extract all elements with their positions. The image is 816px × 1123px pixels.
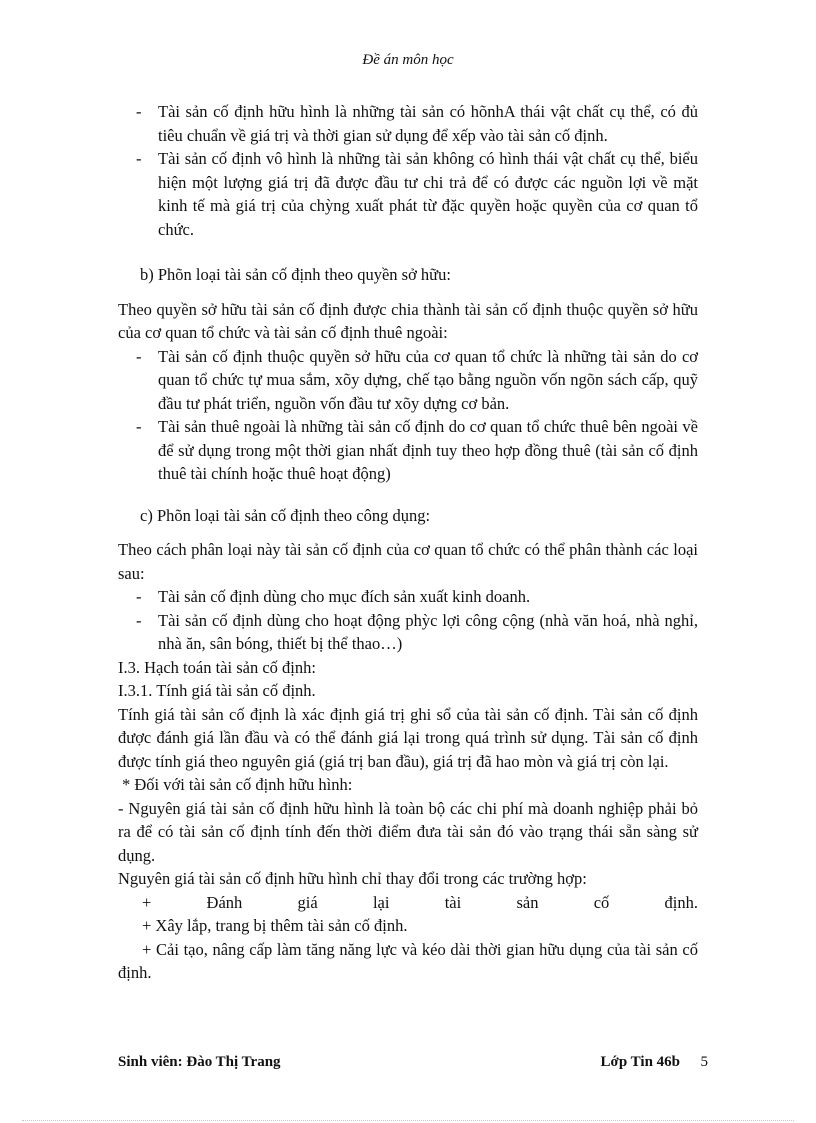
page-bottom-divider xyxy=(22,1120,794,1121)
section-i3-heading: I.3. Hạch toán tài sản cố định: xyxy=(118,657,316,677)
section-c-heading: c) Phõn loại tài sản cố định theo công dụng: xyxy=(140,505,431,525)
page-footer xyxy=(118,1054,708,1074)
list-item: - Tài sản thuê ngoài là những tài sản cố định do cơ quan tổ chức thuê bên ngoài về để sử dụng trong một thời gian nhất định tuy theo hợp đồng thuê (tài sản cố định thuê tài chính hoặc thuê hoạt động) xyxy=(118,415,698,486)
section-i31-heading: I.3.1. Tính giá tài sản cố định. xyxy=(118,681,316,700)
section-b-list xyxy=(118,345,698,486)
list-item: - Tài sản cố định dùng cho hoạt động phỳc lợi công cộng (nhà văn hoá, nhà nghỉ, nhà ăn, sân bóng, thiết bị thể thao…) xyxy=(118,609,698,656)
page-content xyxy=(118,100,698,985)
list-item: - Tài sản cố định hữu hình là những tài sản có hõnhA thái vật chất cụ thể, có đủ tiêu chuẩn về giá trị và thời gian sử dụng để xếp vào tài sản cố định. xyxy=(118,100,698,147)
section-c-intro: Theo cách phân loại này tài sản cố định của cơ quan tổ chức có thể phân thành các loại sau: xyxy=(118,540,698,583)
list-item: - Tài sản cố định dùng cho mục đích sản xuất kinh doanh. xyxy=(118,585,698,609)
paragraph: - Nguyên giá tài sản cố định hữu hình là toàn bộ các chi phí mà doanh nghiệp phải bỏ ra để có tài sản cố định tính đến thời điểm đưa tài sản đó vào trạng thái sẵn sàng sử dụng. xyxy=(118,798,698,865)
page-header: Đề án môn học xyxy=(362,52,454,68)
list-item: - Tài sản cố định thuộc quyền sở hữu của cơ quan tổ chức là những tài sản do cơ quan tổ chức tự mua sắm, xõy dựng, chế tạo bằng nguồn vốn ngõn sách cấp, quỹ đầu tư phát triển, nguồn vốn đầu tư xõy dựng cơ bản. xyxy=(118,345,698,416)
section-c-list xyxy=(118,585,698,656)
paragraph: + Đánh giá lại tài sản cố định. xyxy=(142,892,698,912)
section-b-intro: Theo quyền sở hữu tài sản cố định được chia thành tài sản cố định thuộc quyền sở hữu của cơ quan tổ chức và tài sản cố định thuê ngoài: xyxy=(118,299,698,342)
page-number: 5 xyxy=(700,1054,708,1070)
section-b-heading: b) Phõn loại tài sản cố định theo quyền sở hữu: xyxy=(140,265,451,284)
asset-type-list xyxy=(118,100,698,241)
paragraph: + Cải tạo, nâng cấp làm tăng năng lực và kéo dài thời gian hữu dụng của tài sản cố định. xyxy=(118,939,698,982)
footer-student: Sinh viên: Đào Thị Trang xyxy=(118,1054,281,1070)
paragraph: Tính giá tài sản cố định là xác định giá trị ghi sổ của tài sản cố định. Tài sản cố định được đánh giá lần đầu và có thể đánh giá lại trong quá trình sử dụng. Tài sản cố định được tính giá theo nguyên giá (giá trị ban đầu), giá trị đã hao mòn và giá trị còn lại. xyxy=(118,704,698,771)
footer-class: Lớp Tin 46b xyxy=(600,1054,680,1070)
paragraph: * Đối với tài sản cố định hữu hình: xyxy=(122,775,353,794)
paragraph: + Xây lắp, trang bị thêm tài sản cố định. xyxy=(142,916,408,935)
list-item: - Tài sản cố định vô hình là những tài sản không có hình thái vật chất cụ thể, biểu hiện một lượng giá trị đã được đầu tư chi trả để có được các nguồn lợi về mặt kinh tế mà giá trị của chỳng xuất phát từ đặc quyền hoặc quyền của cơ quan tổ chức. xyxy=(118,147,698,241)
paragraph: Nguyên giá tài sản cố định hữu hình chỉ thay đổi trong các trường hợp: xyxy=(118,869,587,888)
